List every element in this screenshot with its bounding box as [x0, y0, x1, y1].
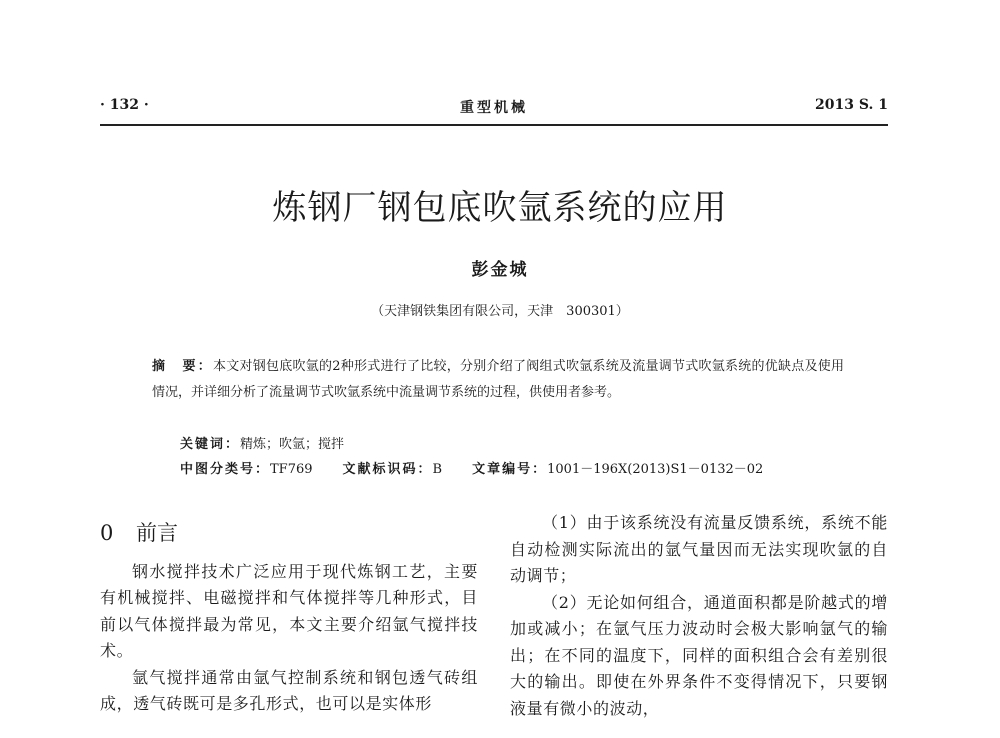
clc-label: 中图分类号： [180, 462, 271, 477]
keywords-text: 精炼；吹氩；搅拌 [240, 437, 345, 452]
paragraph: （2）无论如何组合，通道面积都是阶越式的增加或减小；在氩气压力波动时会极大影响氩气的输出；在不同的温度下，同样的面积组合会有差别很大的输出。即使在外界条件不变得情况下，只要钢液量有微小的波动， [510, 592, 888, 718]
article-no-value: 1001－196X(2013)S1－0132－02 [547, 462, 764, 477]
paragraph: （1）由于该系统没有流量反馈系统，系统不能自动检测实际流出的氩气量因而无法实现吹氩的自动调节； [510, 513, 888, 585]
header-rule [100, 124, 888, 126]
section-number: 0 [100, 521, 114, 545]
running-header [100, 97, 888, 119]
classification-line [180, 458, 763, 477]
left-column [100, 510, 478, 718]
author-name: 彭金城 [471, 260, 529, 280]
abstract-text: 本文对钢包底吹氩的2种形式进行了比较，分别介绍了阀组式吹氩系统及流量调节式吹氩系统的优缺点及使用情况，并详细分析了流量调节式吹氩系统中流量调节系统的过程，供使用者参考。 [152, 359, 844, 400]
keywords-label: 关键词： [180, 437, 241, 452]
doc-code-value: B [432, 462, 443, 477]
paragraph: 钢水搅拌技术广泛应用于现代炼钢工艺，主要有机械搅拌、电磁搅拌和气体搅拌等几种形式，目前以气体搅拌最为常见，本文主要介绍氩气搅拌技术。 [100, 561, 478, 660]
article-no-label: 文章编号： [472, 462, 548, 477]
paper-title: 炼钢厂钢包底吹氩系统的应用 [272, 188, 728, 228]
page-number: · 132 · [100, 97, 149, 113]
journal-name: 重型机械 [460, 100, 528, 116]
doc-code-label: 文献标识码： [342, 462, 433, 477]
abstract-label: 摘 要： [152, 359, 213, 374]
clc-value: TF769 [270, 462, 313, 477]
section-title: 前言 [136, 521, 178, 545]
issue-number: 2013 S. 1 [815, 97, 888, 113]
section-heading [100, 520, 478, 547]
keywords [180, 433, 344, 452]
right-column [510, 510, 888, 722]
abstract [152, 354, 844, 406]
paragraph: 氩气搅拌通常由氩气控制系统和钢包透气砖组成，透气砖既可是多孔形式，也可以是实体形 [100, 667, 478, 713]
affiliation: （天津钢铁集团有限公司，天津 300301） [371, 304, 629, 319]
